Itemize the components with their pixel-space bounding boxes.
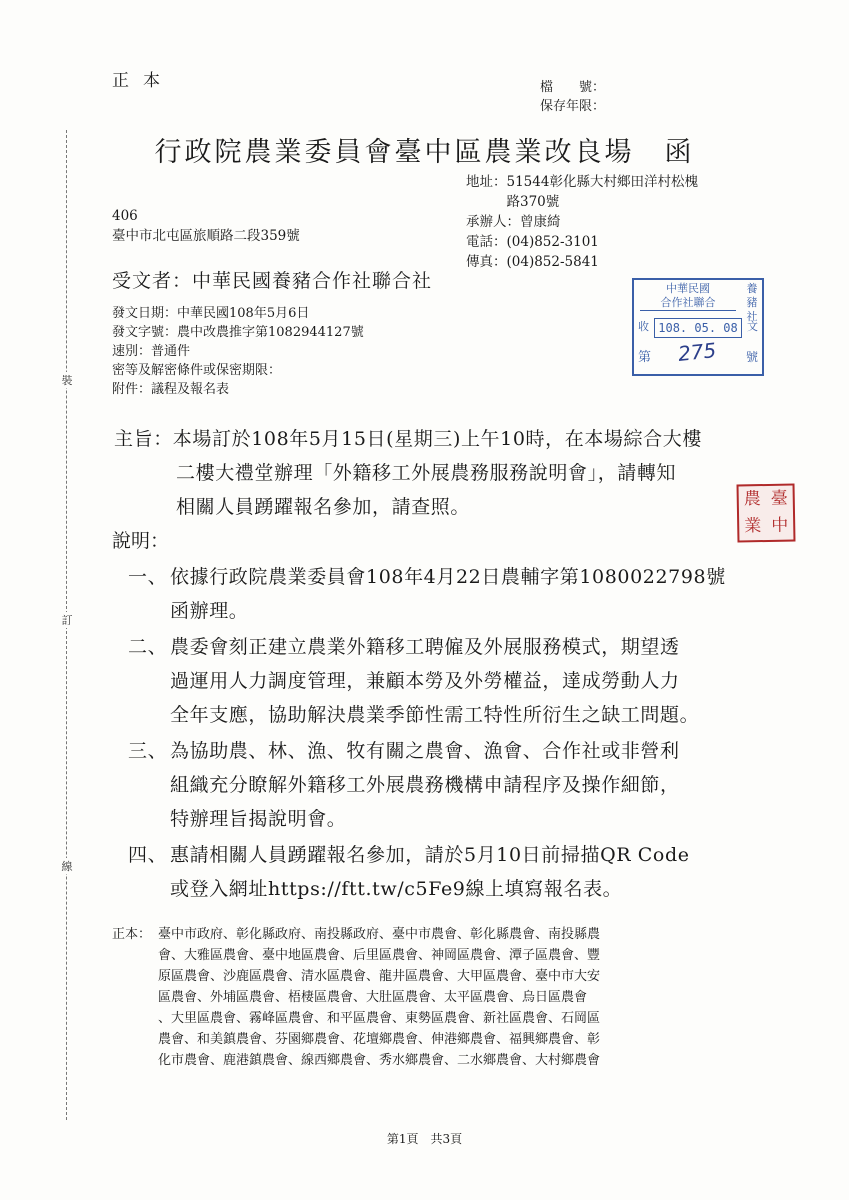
document-number: 發文字號：農中改農推字第1082944127號 (112, 325, 364, 340)
stamp-handwritten-number: 275 (676, 338, 718, 366)
cc-line: 化市農會、鹿港鎮農會、線西鄉農會、秀水鄉農會、二水鄉農會、大村鄉農會 (158, 1053, 601, 1068)
seal-char: 農 (743, 489, 761, 510)
copy-type-label: 正本 (112, 71, 174, 91)
official-seal (736, 483, 795, 542)
recipient-postcode: 406 (112, 208, 138, 224)
cc-line: 農會、和美鎮農會、芬園鄉農會、花壇鄉農會、伸港鄉農會、福興鄉農會、彰 (158, 1032, 601, 1047)
subject (114, 422, 702, 524)
stamp-org-line2: 合作社聯合 (660, 296, 716, 309)
recipient-address (112, 206, 300, 246)
stamp-side-text: 養豬社 (746, 282, 758, 323)
seal-char: 業 (744, 516, 762, 537)
cc-label: 正本： (112, 927, 152, 942)
subject-line: 相關人員踴躍報名參加，請查照。 (176, 496, 471, 518)
binding-char-ding: 訂 (58, 612, 76, 628)
item-number: 四、 (128, 844, 168, 866)
recipient: 受文者：中華民國養豬合作社聯合社 (112, 270, 433, 292)
description-item (128, 734, 726, 836)
attachment: 附件：議程及報名表 (112, 382, 230, 397)
stamp-date: 108. 05. 08 (654, 318, 742, 338)
retention-field: 保存年限： (540, 99, 606, 114)
file-number-field: 檔 號： (540, 80, 606, 95)
description-item (128, 630, 726, 732)
stamp-left-char: 收 (638, 320, 649, 333)
binding-char-xian: 線 (58, 858, 76, 874)
speed-class: 速別：普通件 (112, 344, 191, 359)
stamp-no-right: 號 (745, 350, 758, 364)
item-text: 農委會刻正建立農業外籍移工聘僱及外展服務模式，期望透 (170, 636, 680, 658)
item-text: 或登入網址https://ftt.tw/c5Fe9線上填寫報名表。 (170, 878, 623, 900)
item-number: 一、 (128, 566, 168, 588)
item-text: 過運用人力調度管理，兼顧本勞及外勞權益，達成勞動人力 (170, 670, 680, 692)
sender-address-line2: 路370號 (466, 194, 560, 210)
subject-line: 主旨：本場訂於108年5月15日(星期三)上午10時，在本場綜合大樓 (114, 428, 702, 450)
stamp-org (640, 282, 736, 311)
cc-line: 臺中市政府、彰化縣政府、南投縣政府、臺中市農會、彰化縣農會、南投縣農 (158, 927, 601, 942)
item-text: 全年支應，協助解決農業季節性需工特性所衍生之缺工問題。 (170, 704, 700, 726)
item-text: 特辦理旨揭說明會。 (170, 808, 347, 830)
sender-info (466, 172, 698, 272)
issue-date: 發文日期：中華民國108年5月6日 (112, 306, 310, 321)
seal-char: 臺 (770, 488, 788, 509)
document-meta (112, 304, 364, 399)
fax: 傳真：(04)852-5841 (466, 254, 599, 270)
recipient-street: 臺中市北屯區旅順路二段359號 (112, 228, 300, 244)
sender-address-line1: 地址：51544彰化縣大村鄉田洋村松槐 (466, 174, 698, 190)
description-item (128, 560, 726, 628)
cc-line: 原區農會、沙鹿區農會、清水區農會、龍井區農會、大甲區農會、臺中市大安 (158, 969, 601, 984)
seal-char: 中 (771, 515, 789, 536)
file-meta (540, 78, 605, 116)
cc-line: 、大里區農會、霧峰區農會、和平區農會、東勢區農會、新社區農會、石岡區 (158, 1011, 601, 1026)
subject-line: 二樓大禮堂辦理「外籍移工外展農務服務說明會」，請轉知 (176, 462, 677, 484)
document-title: 行政院農業委員會臺中區農業改良場 函 (154, 137, 695, 168)
item-text: 為協助農、林、漁、牧有關之農會、漁會、合作社或非營利 (170, 740, 680, 762)
item-text: 依據行政院農業委員會108年4月22日農輔字第1080022798號 (170, 566, 726, 588)
received-stamp (632, 278, 764, 376)
item-text: 組織充分瞭解外籍移工外展農務機構申請程序及操作細節， (170, 774, 680, 796)
stamp-org-line1: 中華民國 (666, 282, 710, 295)
contact-person: 承辦人：曾康綺 (466, 214, 561, 230)
item-text: 函辦理。 (170, 600, 249, 622)
phone: 電話：(04)852-3101 (466, 234, 599, 250)
cc-line: 會、大雅區農會、臺中地區農會、后里區農會、神岡區農會、潭子區農會、豐 (158, 948, 601, 963)
description-label: 說明： (112, 530, 170, 552)
item-number: 三、 (128, 740, 168, 762)
page-number: 第1頁 共3頁 (386, 1132, 463, 1146)
item-text: 惠請相關人員踴躍報名參加，請於5月10日前掃描QR Code (170, 844, 690, 866)
item-number: 二、 (128, 636, 168, 658)
description-item (128, 838, 726, 906)
stamp-right-char: 文 (747, 320, 758, 333)
cc-line: 區農會、外埔區農會、梧棲區農會、大肚區農會、太平區農會、烏日區農會 (158, 990, 588, 1005)
security-level: 密等及解密條件或保密期限： (112, 363, 282, 378)
stamp-no-left: 第 (638, 350, 652, 365)
description-items (128, 560, 726, 908)
cc-list (112, 924, 600, 1071)
binding-char-zhuang: 裝 (58, 372, 76, 388)
